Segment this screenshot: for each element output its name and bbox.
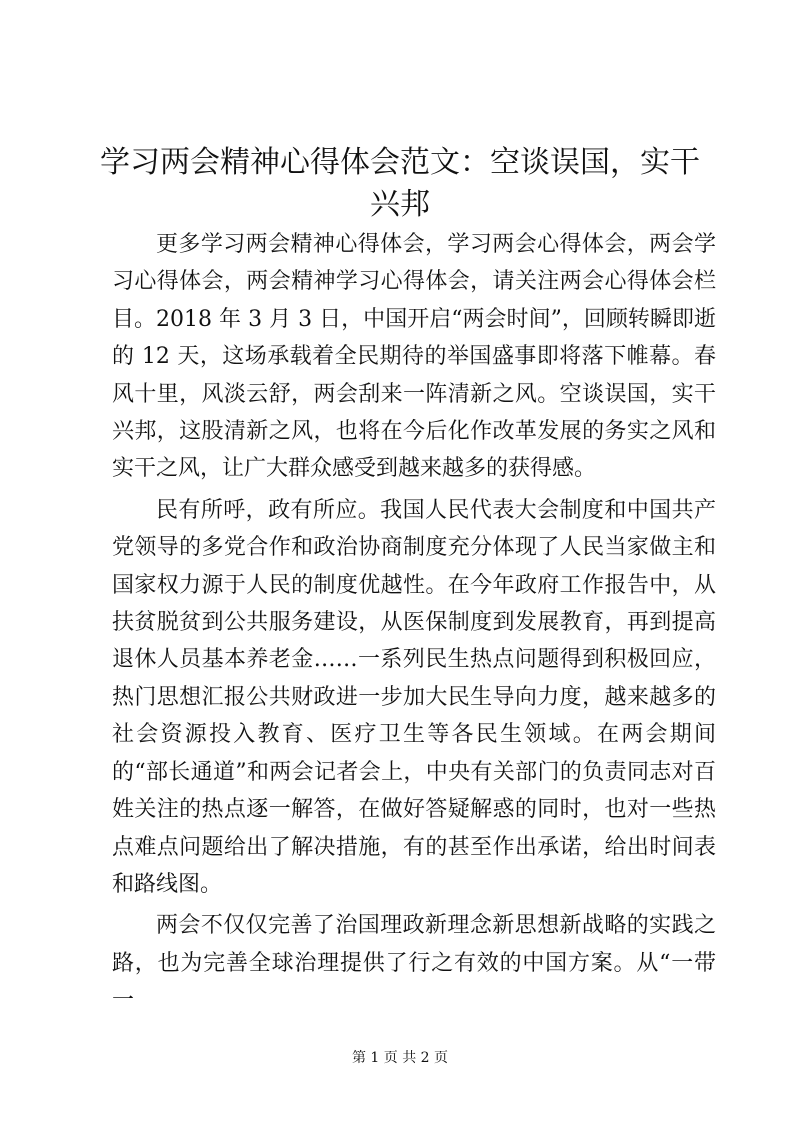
paragraph-1: 更多学习两会精神心得体会，学习两会心得体会，两会学习心得体会，两会精神学习心得体会，请关注两会心得体会栏目。2018 年 3 月 3 日，中国开启“两会时间”，回顾转瞬即逝的 12 天，这场承载着全民期待的举国盛事即将落下帷幕。春风十里，风淡云舒，两会刮来一阵清新之风。空谈误国，实干兴邦，这股清新之风，也将在今后化作改革发展的务实之风和实干之风，让广大群众感受到越来越多的获得感。	[112, 232, 716, 482]
page-number-indicator: 第 1 页 共 2 页	[351, 1050, 449, 1066]
page-footer	[0, 1048, 800, 1068]
paragraph-3: 两会不仅仅完善了治国理政新理念新思想新战略的实践之路，也为完善全球治理提供了行之有效的中国方案。从“一带一	[112, 913, 716, 1014]
document-body	[112, 226, 716, 1020]
paragraph-2: 民有所呼，政有所应。我国人民代表大会制度和中国共产党领导的多党合作和政治协商制度充分体现了人民当家做主和国家权力源于人民的制度优越性。在今年政府工作报告中，从扶贫脱贫到公共服务建设，从医保制度到发展教育，再到提高退休人员基本养老金……一系列民生热点问题得到积极回应，热门思想汇报公共财政进一步加大民生导向力度，越来越多的社会资源投入教育、医疗卫生等各民生领域。在两会期间的“部长通道”和两会记者会上，中央有关部门的负责同志对百姓关注的热点逐一解答，在做好答疑解惑的同时，也对一些热点难点问题给出了解决措施，有的甚至作出承诺，给出时间表和路线图。	[112, 497, 716, 897]
document-title: 学习两会精神心得体会范文：空谈误国，实干兴邦	[100, 145, 700, 222]
